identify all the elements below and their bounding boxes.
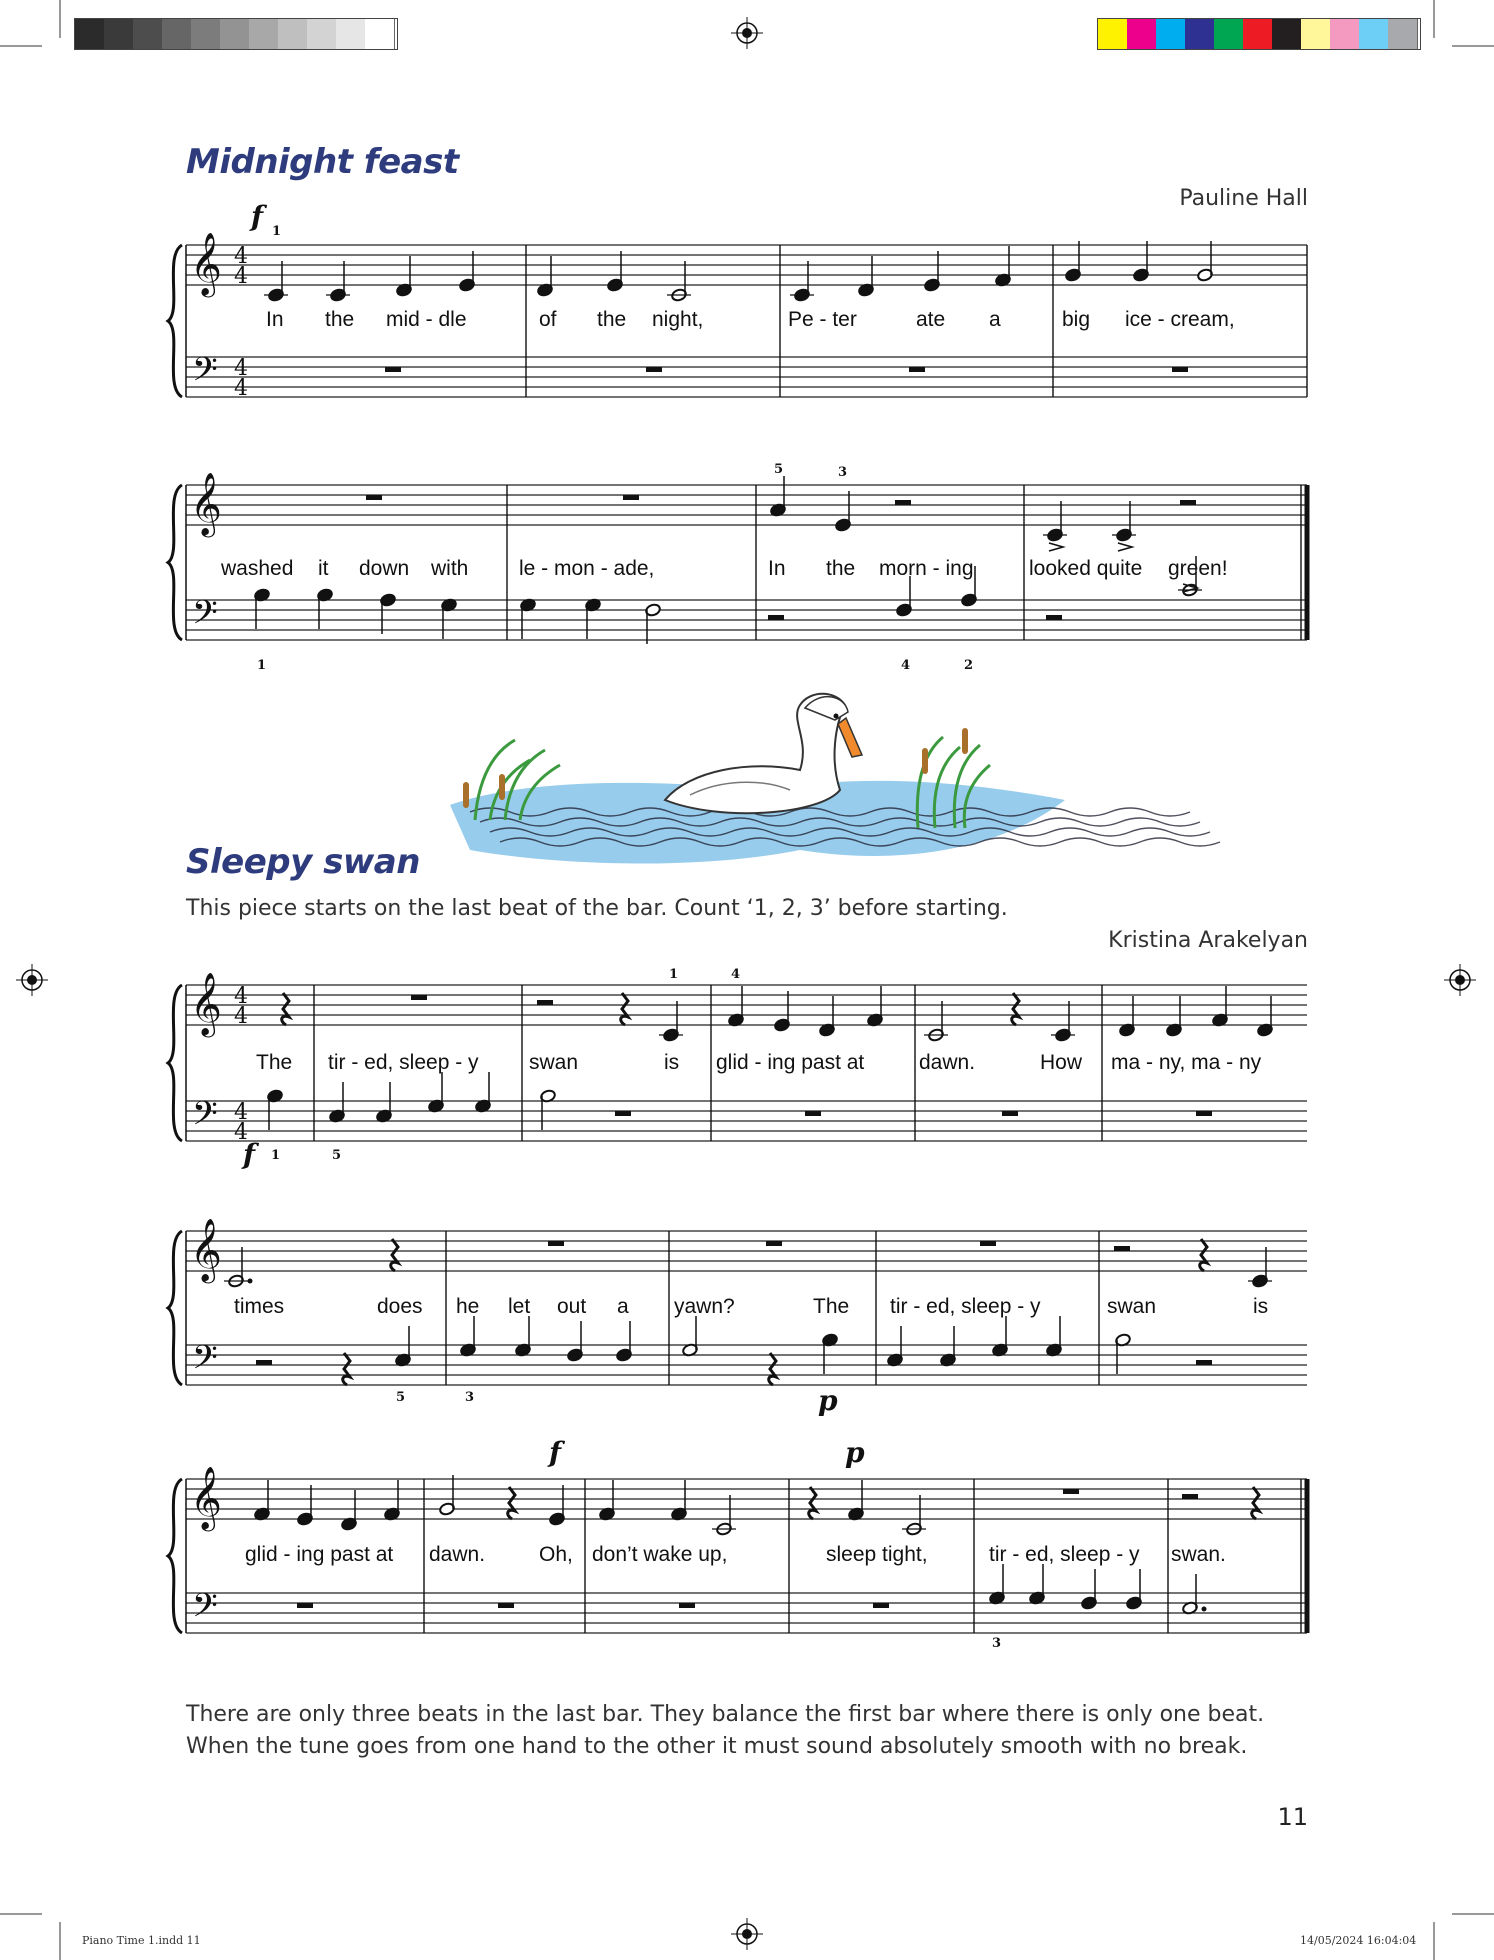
bulrush-head [499,774,505,800]
lyric: glid - ing past at [245,1543,394,1566]
time-signature: 4 [234,264,248,289]
lyric: glid - ing past at [716,1051,865,1074]
time-signature: 4 [234,1100,248,1125]
piece2-title: Sleepy swan [186,842,420,882]
treble-clef-icon: 𝄞 [190,1218,222,1281]
brace [168,485,182,640]
time-signature: 4 [234,1004,248,1029]
lyric: tir - ed, sleep - y [890,1295,1041,1318]
whole-rest [766,1241,782,1246]
lyric: does [377,1295,423,1318]
lyric: big [1062,308,1091,331]
lyric: green! [1168,557,1228,580]
whole-rest [498,1603,514,1608]
whole-rest [385,367,401,372]
treble-clef-icon: 𝄞 [190,972,222,1035]
lyric: Pe - ter [788,308,857,331]
lyric: dawn. [429,1543,486,1566]
time-signature: 4 [234,376,248,401]
piece2-composer: Kristina Arakelyan [1108,928,1308,953]
lyric: of [539,308,557,331]
whole-rest [297,1603,313,1608]
quarter-rest [343,1353,350,1385]
dynamic-forte: f [251,200,264,233]
treble-clef-icon: 𝄞 [190,232,222,295]
accent-mark [1118,543,1132,551]
whole-rest [679,1603,695,1608]
brace [168,1231,182,1385]
lyric: with [431,557,469,580]
quarter-rest [1012,993,1019,1025]
whole-rest [1172,367,1188,372]
whole-rest [411,995,427,1000]
lyric: down [359,557,410,580]
dynamic-forte: f [243,1138,256,1171]
whole-rest [805,1111,821,1116]
fingering: 3 [992,1636,1002,1651]
piece1-title: Midnight feast [186,142,459,182]
fingering: 5 [332,1148,342,1163]
lyric: washed [221,557,294,580]
lyric: it [318,557,329,580]
quarter-rest [809,1487,816,1519]
half-rest [537,1000,553,1005]
footnote-line1: There are only three beats in the last bar. They balance the first bar where there is only one beat. [186,1702,1265,1727]
time-signature: 4 [234,1120,248,1145]
lyric: a [989,308,1001,331]
lyric: out [557,1295,587,1318]
lyric: a [617,1295,629,1318]
lyric: swan [529,1051,579,1074]
lyric: Oh, [539,1543,573,1566]
lyric: let [508,1295,531,1318]
lyric: le - mon - ade, [519,557,655,580]
bass-clef-icon: 𝄢 [192,594,218,640]
quarter-rest [1252,1487,1259,1519]
fingering: 1 [669,967,679,982]
whole-rest [1196,1111,1212,1116]
fingering: 3 [838,465,848,480]
piece2-instruction: This piece starts on the last beat of the bar. Count ‘1, 2, 3’ before starting. [186,896,1008,921]
time-signature: 4 [234,984,248,1009]
brace [168,245,182,397]
lyric: swan [1107,1295,1157,1318]
time-signature: 4 [234,244,248,269]
half-rest [1114,1246,1130,1251]
dynamic-piano: p [818,1384,838,1417]
whole-rest [909,367,925,372]
whole-rest [548,1241,564,1246]
bulrush-head [962,728,968,754]
dot [1202,1607,1207,1612]
piece1-composer: Pauline Hall [1179,186,1308,211]
quarter-rest [508,1487,515,1519]
fingering: 2 [964,658,974,673]
half-rest [1180,500,1196,505]
lyric: The [256,1051,293,1074]
quarter-rest [621,993,628,1025]
lyric: the [597,308,627,331]
whole-rest [1063,1489,1079,1494]
footnote-line2: When the tune goes from one hand to the other it must sound absolutely smooth with no break. [186,1734,1248,1759]
lyric: yawn? [674,1295,735,1318]
quarter-rest [391,1239,398,1271]
fingering: 1 [271,1148,281,1163]
half-rest [1182,1494,1198,1499]
dynamic-piano: p [845,1436,865,1469]
lyric: How [1040,1051,1083,1074]
bulrush-head [463,782,469,808]
lyric: tir - ed, sleep - y [989,1543,1140,1566]
lyric: dawn. [919,1051,976,1074]
treble-clef-icon: 𝄞 [190,1466,222,1529]
brace [168,1479,182,1633]
lyric: times [234,1295,285,1318]
quarter-rest [769,1353,776,1385]
quarter-rest [1200,1239,1207,1271]
lyric: tir - ed, sleep - y [328,1051,479,1074]
page-number: 11 [1277,1803,1308,1831]
quarter-rest [282,993,289,1025]
treble-clef-icon: 𝄞 [190,472,222,535]
lyric: night, [652,308,704,331]
lyric: don’t wake up, [592,1543,728,1566]
accent-mark [1049,543,1063,551]
lyric: he [456,1295,480,1318]
bass-clef-icon: 𝄢 [192,351,218,397]
slug-filename: Piano Time 1.indd 11 [82,1934,201,1947]
half-rest [768,615,784,620]
whole-rest [615,1111,631,1116]
swan-eye [834,714,839,719]
lyric: the [826,557,856,580]
bass-clef-icon: 𝄢 [192,1095,218,1141]
whole-rest [1002,1111,1018,1116]
lyric: ate [916,308,946,331]
lyric: mid - dle [386,308,467,331]
lyric: swan. [1171,1543,1226,1566]
lyric: The [813,1295,850,1318]
half-rest [1046,615,1062,620]
half-rest [1196,1360,1212,1365]
fingering: 5 [774,462,784,477]
bass-clef-icon: 𝄢 [192,1587,218,1633]
dot [248,1279,253,1284]
lyric: looked quite [1029,557,1143,580]
bulrush-head [922,748,928,774]
fingering: 1 [272,224,282,239]
dynamic-forte: f [549,1436,562,1469]
half-rest [895,500,911,505]
lyric: ma - ny, ma - ny [1111,1051,1262,1074]
lyric: the [325,308,355,331]
lyric: is [1253,1295,1269,1318]
whole-rest [646,367,662,372]
lyric: morn - ing [879,557,974,580]
fingering: 4 [731,967,741,982]
fingering: 1 [257,658,267,673]
lyric: In [266,308,284,331]
whole-rest [873,1603,889,1608]
lyric: sleep tight, [826,1543,928,1566]
lyric: In [768,557,786,580]
half-rest [256,1360,272,1365]
brace [168,985,182,1141]
lyric: is [664,1051,680,1074]
whole-rest [623,495,639,500]
swan-beak [838,718,862,757]
time-signature: 4 [234,356,248,381]
slug-timestamp: 14/05/2024 16:04:04 [1300,1934,1417,1947]
bass-clef-icon: 𝄢 [192,1339,218,1385]
fingering: 3 [465,1390,475,1405]
whole-rest [366,495,382,500]
whole-rest [980,1241,996,1246]
lyric: ice - cream, [1125,308,1235,331]
fingering: 4 [901,658,911,673]
fingering: 5 [396,1390,406,1405]
